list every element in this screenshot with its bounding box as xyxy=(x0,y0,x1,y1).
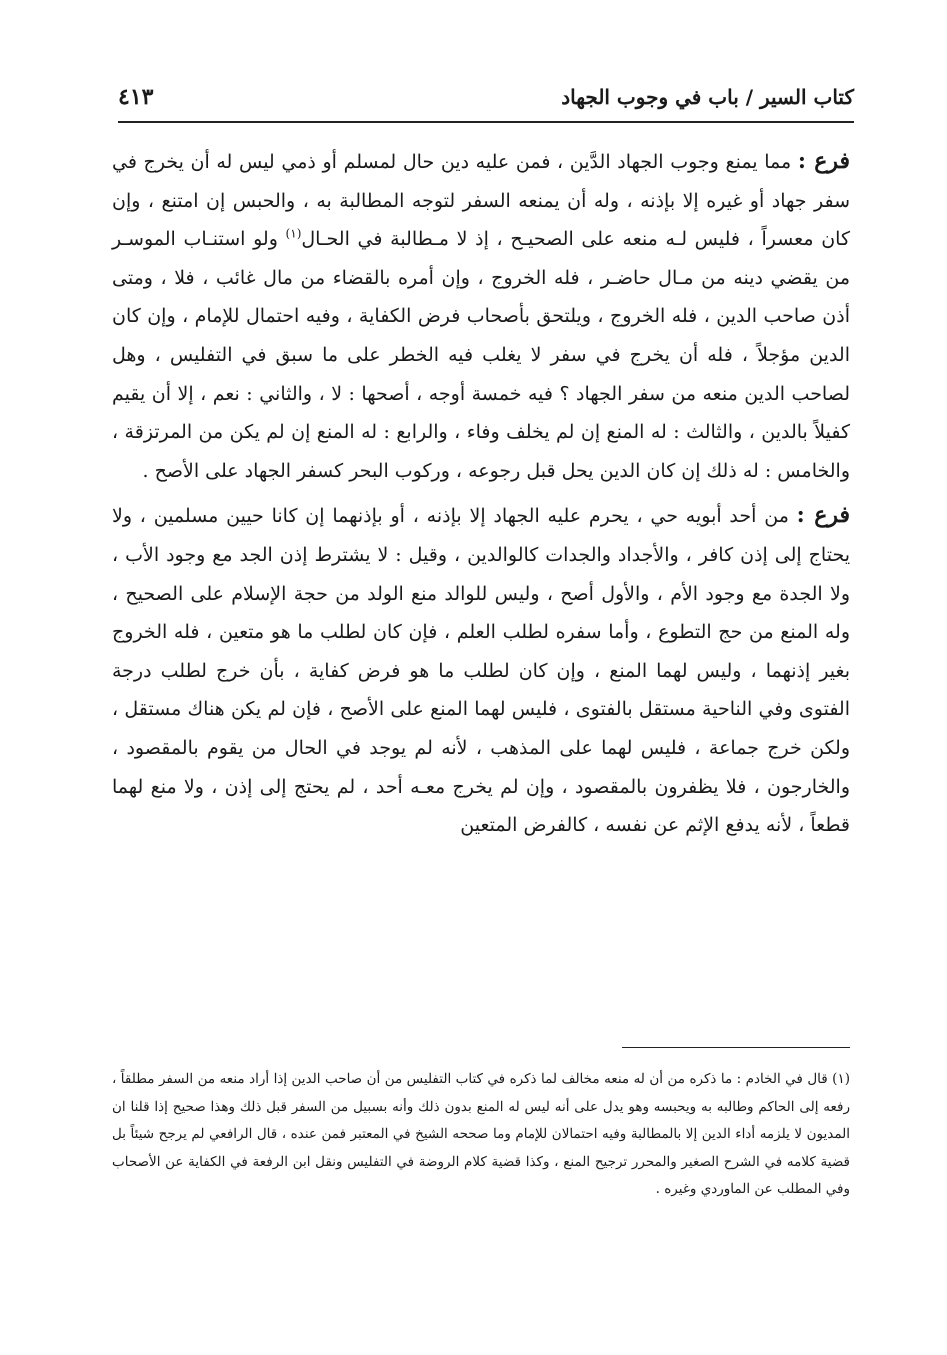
main-text xyxy=(112,142,850,845)
paragraph-text-continued: ولو استنـاب الموسـر من يقضي دينه من مـال حاضـر ، فله الخروج ، وإن أمره بالقضاء من مال غائب ، فلا ، ومتى أذن صاحب الدين ، فله الخروج ، ويلتحق بأصحاب فرض الكفاية ، وفيه احتمال للإمام ، وإن كان الدين مؤجلاً ، فله أن يخرج في سفر لا يغلب فيه الخطر على ما سبق في التفليس ، وهل لصاحب الدين منعه من سفر الجهاد ؟ فيه خمسة أوجه ، أصحها : لا ، والثاني : نعم ، إلا أن يقيم كفيلاً بالدين ، والثالث : له المنع إن لم يخلف وفاء ، والرابع : له المنع إن لم يكن من المرتزقة ، والخامس : له ذلك إن كان الدين يحل قبل رجوعه ، وركوب البحر كسفر الجهاد على الأصح . xyxy=(112,228,850,482)
section-label: فرع : xyxy=(797,148,850,174)
paragraph-text: مما يمنع وجوب الجهاد الدَّين ، فمن عليه دين حال لمسلم أو ذمي ليس له أن يخرج في سفر جهاد أو غيره إلا بإذنه ، وله أن يمنعه السفر لتوجه المطالبة به ، والحبس إن امتنع ، وإن كان معسراً ، فليس لـه منعه على الصحيـح ، إذ لا مـطالبة في الحـال xyxy=(112,151,850,251)
paragraph-text: من أحد أبويه حي ، يحرم عليه الجهاد إلا بإذنه ، أو بإذنهما إن كانا حيين مسلمين ، ولا يحتاج إلى إذن كافر ، والأجداد والجدات كالوالدين ، وقيل : لا يشترط إذن الجد مع وجود الأب ، ولا الجدة مع وجود الأم ، والأول أصح ، وليس للوالد منع الولد من حجة الإسلام على الصحيح ، وله المنع من حج التطوع ، وأما سفره لطلب العلم ، فإن كان لطلب ما هو متعين ، فله الخروج بغير إذنهما ، وليس لهما المنع ، وإن كان لطلب ما هو فرض كفاية ، بأن خرج لطلب درجة الفتوى وفي الناحية مستقل بالفتوى ، فليس لهما المنع على الأصح ، فإن لم يكن هناك مستقل ، ولكن خرج جماعة ، فليس لهما على المذهب ، لأنه لم يوجد في الحال من يقوم بالمقصود ، والخارجون ، فلا يظفرون بالمقصود ، وإن لم يخرج معـه أحد ، لم يحتج إلى إذن ، ولا منع لهما قطعاً ، لأنه يدفع الإثم عن نفسه ، كالفرض المتعين xyxy=(112,505,850,837)
footnote xyxy=(112,1066,850,1204)
footnote-body: قال في الخادم : ما ذكره من أن له منعه مخالف لما ذكره في كتاب التفليس من أن صاحب الدين إذا أراد منعه من السفر مطلقاً ، رفعه إلى الحاكم وطالبه به ويحبسه وهو يدل على أنه ليس له المنع بدون ذلك وأنه بسبيل من السفر قبل ذلك وهذا صحيح إذا قلنا ان المديون لا يلزمه أداء الدين إلا بالمطالبة وفيه احتمالان للإمام وما صححه الشيخ في المعتبر فمن عنده ، قال الرافعي لم يرجح شيئاً بل قضية كلامه في الشرح الصغير والمحرر ترجيح المنع ، وكذا قضية كلام الروضة في التفليس ونقل ابن الرفعة في الكفاية عن الأصحاب وفي المطلب عن الماوردي وغيره . xyxy=(112,1071,850,1197)
footnote-reference[interactable]: (١) xyxy=(285,226,302,241)
footnote-rule xyxy=(622,1047,850,1048)
running-title: كتاب السير / باب في وجوب الجهاد xyxy=(561,85,854,109)
page-header xyxy=(118,82,854,118)
footnote-marker: (١) xyxy=(832,1071,850,1087)
section-label: فرع : xyxy=(796,502,850,529)
page-number: ٤١٣ xyxy=(118,84,154,110)
footnote-text xyxy=(112,1066,850,1204)
paragraph-parents xyxy=(112,496,850,844)
header-rule xyxy=(118,121,854,123)
paragraph-debt xyxy=(112,142,850,490)
